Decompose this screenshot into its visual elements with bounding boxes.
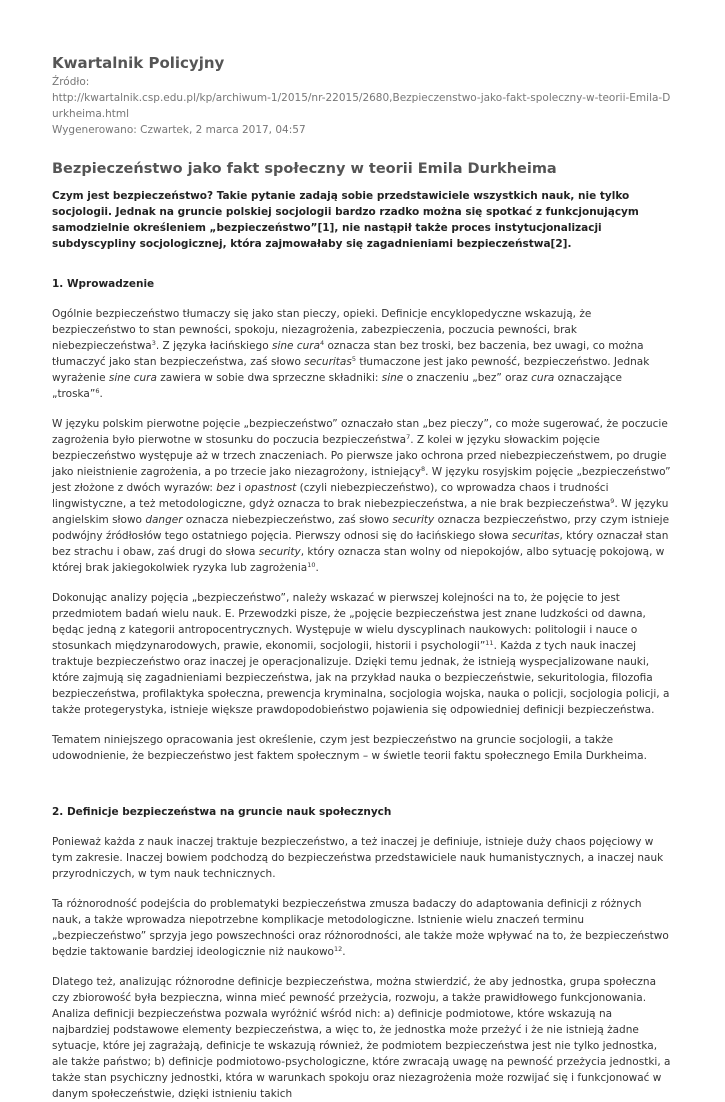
document-page: [52, 54, 672, 1102]
footnote-ref: 5: [351, 355, 356, 363]
footnote-ref: 9: [610, 497, 615, 505]
source-info: [52, 74, 672, 138]
source-url: http://kwartalnik.csp.edu.pl/kp/archiwum-1/2015/nr-22015/2680,Bezpieczenstwo-jako-fakt-spoleczny-w-teorii-Emila-Durkheima.html: [52, 92, 671, 120]
journal-title: Kwartalnik Policyjny: [52, 54, 225, 72]
footnote-ref: 4: [320, 339, 325, 347]
footnote-ref: 8: [420, 465, 426, 473]
article-lead: Czym jest bezpieczeństwo? Takie pytanie zadają sobie przedstawiciele wszystkich nauk, nie tylko socjologii. Jednak na gruncie polskiej socjologii bardzo rzadko można się spotkać z funkcjonującym samodzielnie określeniem „bezpieczeństwo”[1], nie nastąpił także proces instytucjonalizacji subdyscypliny socjologicznej, która zajmowałaby się zagadnieniami bezpieczeństwa[2].: [52, 190, 639, 250]
source-label: Źródło:: [52, 76, 90, 88]
footnote-ref: 6: [95, 387, 100, 395]
paragraph-intro-3: Dokonując analizy pojęcia „bezpieczeństwo”, należy wskazać w pierwszej kolejności na to, że pojęcie to jest przedmiotem badań wielu nauk. E. Przewodzki pisze, że „pojęcie bezpieczeństwa jest znane ludzkości od dawna, będąc jedną z kategorii antropocentrycznych. Występuje w wielu dyscyplinach naukowych: politologii i nauce o stosunkach międzynarodowych, prawie, ekonomii, socjologii, historii i psychologii”$^{11}$. Każda z tych nauk inaczej traktuje bezpieczeństwo oraz inaczej je operacjonalizuje. Dzięki temu jednak, że istnieją wyspecjalizowane nauki, które zajmują się zagadnieniami bezpieczeństwa, jak na przykład nauka o bezpieczeństwie, sekuritologia, filozofia bezpieczeństwa, profilaktyka społeczna, prewencja kryminalna, socjologia wojska, nauka o policji, socjologia policji, a także protegerystyka, istnieje większe prawdopodobieństwo pojawienia się odpowiedniej definicji bezpieczeństwa.: [52, 592, 670, 716]
footnote-ref: 3: [151, 339, 156, 347]
paragraph-intro-1: Ogólnie bezpieczeństwo tłumaczy się jako stan pieczy, opieki. Definicje encyklopedyczne wskazują, że bezpieczeństwo to stan pewności, spokoju, niezagrożenia, zabezpieczenia, poczucia pewności, brak niebezpieczeństwa$^3$. Z języka łacińskiego sine cura$^4$ oznacza stan bez troski, bez baczenia, bez uwagi, co można tłumaczyć jako stan bezpieczeństwa, zaś słowo securitas$^5$ tłumaczone jest jako pewność, bezpieczeństwo. Jednak wyrażenie sine cura zawiera w sobie dwa sprzeczne składniki: sine o znaczeniu „bez” oraz cura oznaczające „troska”$^6$.: [52, 308, 650, 400]
paragraph-intro-4: Tematem niniejszego opracowania jest określenie, czym jest bezpieczeństwo na gruncie socjologii, a także udowodnienie, że bezpieczeństwo jest faktem społecznym – w świetle teorii faktu społecznego Emila Durkheima.: [52, 734, 647, 762]
section-heading-definitions: 2. Definicje bezpieczeństwa na gruncie nauk społecznych: [52, 806, 392, 818]
paragraph-definitions-1: Ponieważ każda z nauk inaczej traktuje bezpieczeństwo, a też inaczej je definiuje, istnieje duży chaos pojęciowy w tym zakresie. Inaczej bowiem podchodzą do bezpieczeństwa przedstawiciele nauk humanistycznych, a inaczej nauk przyrodniczych, w tym nauk technicznych.: [52, 836, 664, 880]
footnote-ref: 12: [333, 945, 343, 953]
paragraph-intro-2: W języku polskim pierwotne pojęcie „bezpieczeństwo” oznaczało stan „bez pieczy”, co może sugerować, że poczucie zagrożenia było pierwotne w stosunku do poczucia bezpieczeństwa$^7$. Z kolei w języku słowackim pojęcie bezpieczeństwo występuje aż w trzech znaczeniach. Po pierwsze jako ochrona przed niebezpieczeństwem, po drugie jako nieistnienie zagrożenia, a po trzecie jako niezagrożony, istniejący$^8$. W języku rosyjskim pojęcie „bezpieczeństwo” jest złożone z dwóch wyrazów: bez i opastnost (czyli niebezpieczeństwo), co wprowadza chaos i trudności lingwistyczne, a też metodologiczne, gdyż oznacza to brak niebezpieczeństwa, a nie brak bezpieczeństwa$^9$. W języku angielskim słowo danger oznacza niebezpieczeństwo, zaś słowo security oznacza bezpieczeństwo, przy czym istnieje podwójny źródłosłów tego ostatniego pojęcia. Pierwszy odnosi się do łacińskiego słowa securitas, który oznaczał stan bez strachu i obaw, zaś drugi do słowa security, który oznacza stan wolny od niepokojów, albo sytuację pokojową, w której brak jakiegokolwiek ryzyka lub zagrożenia$^{10}$.: [52, 418, 671, 574]
generated-date: Wygenerowano: Czwartek, 2 marca 2017, 04:57: [52, 124, 306, 136]
paragraph-definitions-3: Dlatego też, analizując różnorodne definicje bezpieczeństwa, można stwierdzić, że aby jednostka, grupa społeczna czy zbiorowość była bezpieczna, winna mieć pewność przeżycia, rozwoju, a także prawidłowego funkcjonowania. Analiza definicji bezpieczeństwa pozwala wyróżnić wśród nich: a) definicje podmiotowe, które wskazują na najbardziej podstawowe elementy bezpieczeństwa, a więc to, że jednostka może przeżyć i że nie istnieją żadne sytuacje, które jej zagrażają, definicje te wskazują również, że podmiotem bezpieczeństwa jest nie tylko jednostka, ale także państwo; b) definicje podmiotowo-psychologiczne, które zwracają uwagę na pewność przeżycia jednostki, a także stan psychiczny jednostki, która w warunkach spokoju oraz niezagrożenia może rozwijać się i funkcjonować w danym społeczeństwie, dzięki istnieniu takich: [52, 976, 671, 1100]
footnote-ref: 7: [406, 433, 411, 441]
paragraph-definitions-2: Ta różnorodność podejścia do problematyki bezpieczeństwa zmusza badaczy do adaptowania definicji z różnych nauk, a także wprowadza niepotrzebne komplikacje metodologiczne. Istnienie wielu znaczeń terminu „bezpieczeństwo” sprzyja jego powszechności oraz różnorodności, ale także może wpływać na to, że bezpieczeństwo będzie taktowanie bardziej ideologicznie niż naukowo$^{12}$.: [52, 898, 669, 958]
footnote-ref: 10: [307, 561, 316, 569]
article-title: Bezpieczeństwo jako fakt społeczny w teorii Emila Durkheima: [52, 161, 557, 177]
section-heading-introduction: 1. Wprowadzenie: [52, 278, 155, 290]
footnote-ref: 11: [485, 639, 494, 647]
